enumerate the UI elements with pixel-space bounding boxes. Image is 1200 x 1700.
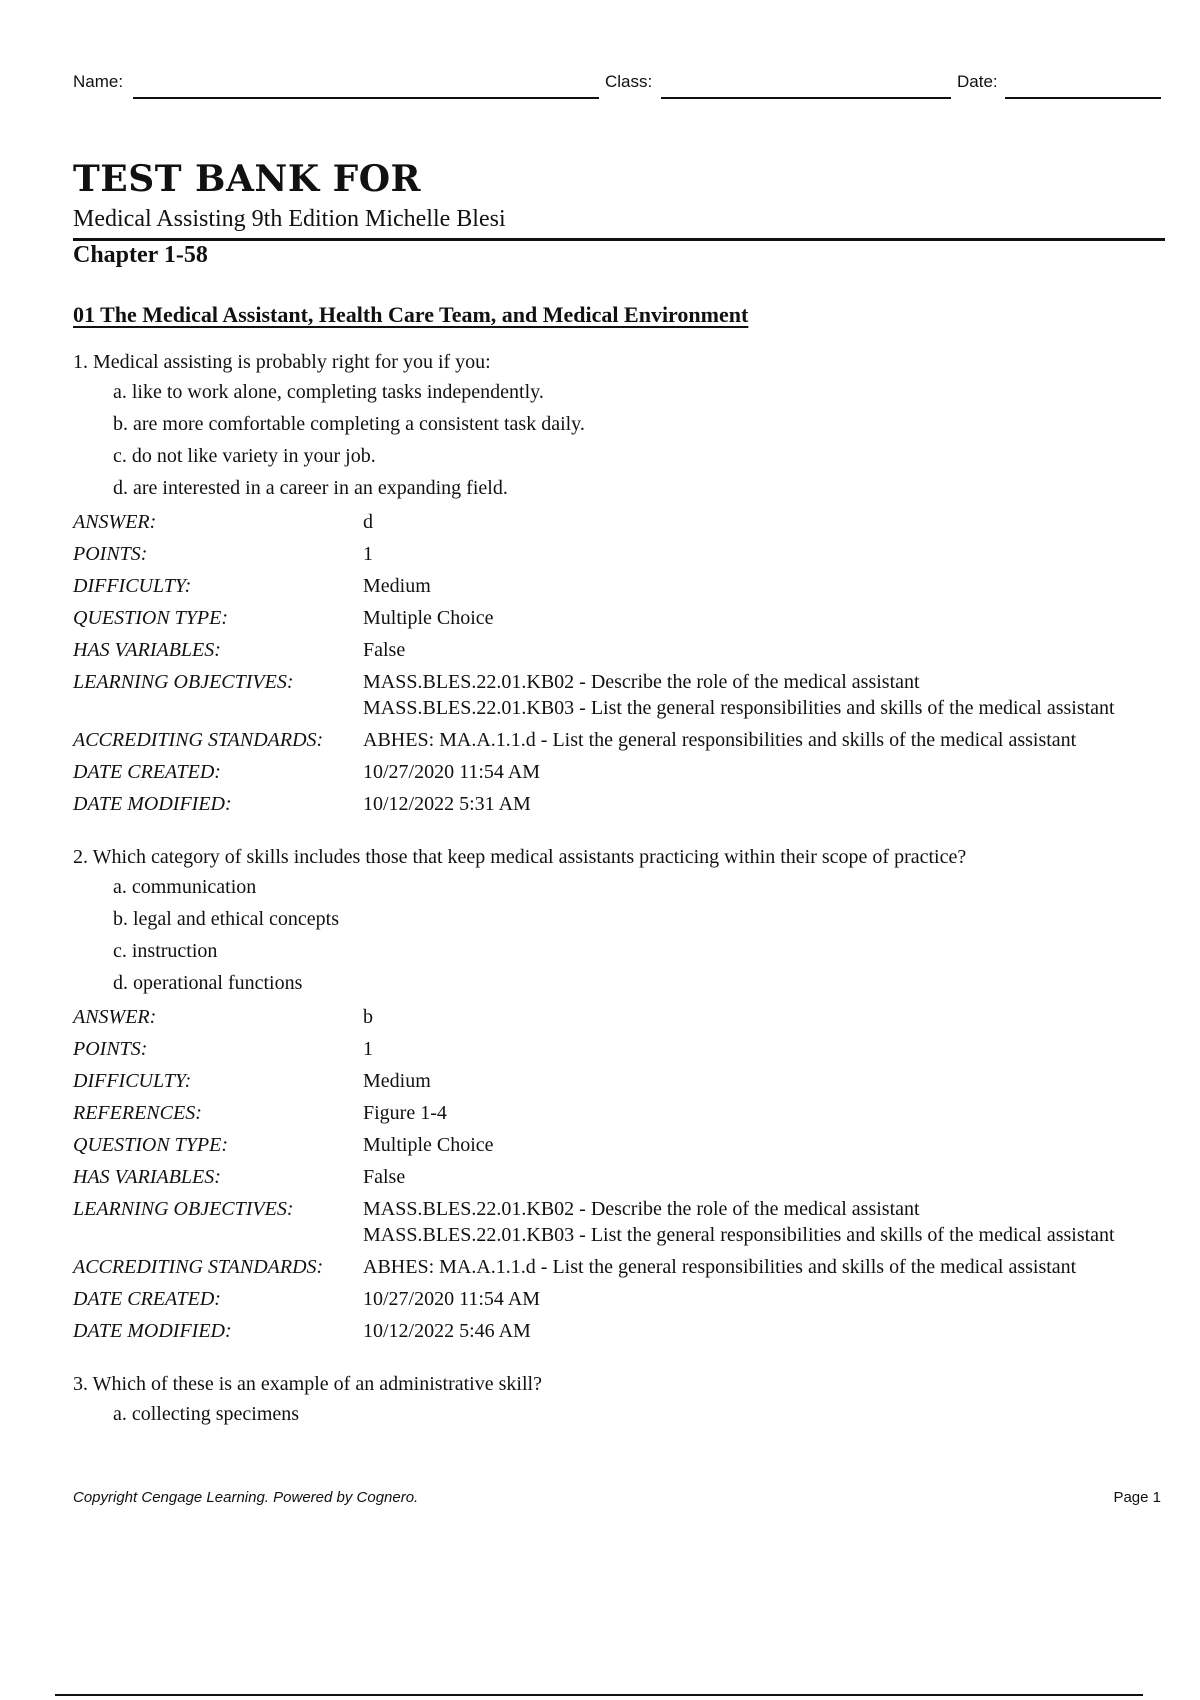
answer-choice: c. do not like variety in your job. xyxy=(113,445,376,467)
metadata-value xyxy=(363,1251,1165,1283)
metadata-row xyxy=(73,1129,1165,1161)
metadata-row xyxy=(73,1001,1165,1033)
answer-choice: b. are more comfortable completing a consistent task daily. xyxy=(113,413,585,435)
metadata-key: ACCREDITING STANDARDS: xyxy=(73,729,324,751)
metadata-value xyxy=(363,538,1165,570)
metadata-row xyxy=(73,1193,1165,1251)
page-footer xyxy=(73,1489,1161,1513)
metadata-key: LEARNING OBJECTIVES: xyxy=(73,671,294,693)
metadata-value xyxy=(363,1161,1165,1193)
metadata-value-line: 10/12/2022 5:46 AM xyxy=(363,1320,531,1342)
metadata-key: DATE MODIFIED: xyxy=(73,1320,232,1342)
metadata-row xyxy=(73,788,1165,820)
metadata-value-line: MASS.BLES.22.01.KB03 - List the general responsibilities and skills of the medical assistant xyxy=(363,697,1115,719)
metadata-row xyxy=(73,1097,1165,1129)
metadata-key: DATE MODIFIED: xyxy=(73,793,232,815)
metadata-value-line: Medium xyxy=(363,575,431,597)
metadata-value-line: MASS.BLES.22.01.KB03 - List the general responsibilities and skills of the medical assistant xyxy=(363,1224,1115,1246)
class-label: Class: xyxy=(605,72,653,91)
answer-choice: d. operational functions xyxy=(113,972,303,994)
metadata-value xyxy=(363,1001,1165,1033)
metadata-key: DIFFICULTY: xyxy=(73,1070,192,1092)
metadata-value-line: Multiple Choice xyxy=(363,607,494,629)
section-title: 01 The Medical Assistant, Health Care Team, and Medical Environment xyxy=(73,302,749,327)
date-label: Date: xyxy=(957,72,998,91)
metadata-key: ANSWER: xyxy=(73,1006,157,1028)
metadata-value xyxy=(363,506,1165,538)
metadata-value xyxy=(363,1129,1165,1161)
metadata-row xyxy=(73,506,1165,538)
metadata-value xyxy=(363,1033,1165,1065)
name-label: Name: xyxy=(73,72,124,91)
document-title: TEST BANK FOR xyxy=(73,158,421,200)
answer-choices xyxy=(113,871,1165,999)
class-field-line[interactable] xyxy=(661,97,951,99)
title-divider xyxy=(73,238,1165,241)
metadata-key: ANSWER: xyxy=(73,511,157,533)
metadata-key: QUESTION TYPE: xyxy=(73,1134,229,1156)
answer-choice: a. like to work alone, completing tasks independently. xyxy=(113,381,544,403)
metadata-value xyxy=(363,602,1165,634)
metadata-value xyxy=(363,570,1165,602)
metadata-value-line: 1 xyxy=(363,543,373,565)
page-number: Page 1 xyxy=(1113,1489,1161,1506)
question-metadata xyxy=(73,1001,1165,1347)
metadata-row xyxy=(73,634,1165,666)
metadata-value-line: d xyxy=(363,511,373,533)
question-stem: 1. Medical assisting is probably right for you if you: xyxy=(73,351,491,373)
document-subtitle: Medical Assisting 9th Edition Michelle Blesi xyxy=(73,206,506,232)
metadata-value xyxy=(363,1193,1165,1251)
question-stem: 2. Which category of skills includes those that keep medical assistants practicing within their scope of practice? xyxy=(73,846,967,868)
answer-choice: d. are interested in a career in an expanding field. xyxy=(113,477,508,499)
metadata-value-line: ABHES: MA.A.1.1.d - List the general responsibilities and skills of the medical assistant xyxy=(363,1256,1077,1278)
answer-choice: b. legal and ethical concepts xyxy=(113,908,340,930)
metadata-row xyxy=(73,724,1165,756)
metadata-value-line: MASS.BLES.22.01.KB02 - Describe the role of the medical assistant xyxy=(363,671,920,693)
metadata-value xyxy=(363,724,1165,756)
question-stem: 3. Which of these is an example of an administrative skill? xyxy=(73,1373,542,1395)
metadata-key: ACCREDITING STANDARDS: xyxy=(73,1256,324,1278)
metadata-row xyxy=(73,756,1165,788)
metadata-value xyxy=(363,1315,1165,1347)
metadata-key: QUESTION TYPE: xyxy=(73,607,229,629)
name-field-line[interactable] xyxy=(133,97,599,99)
answer-choice: a. communication xyxy=(113,876,257,898)
metadata-row xyxy=(73,1315,1165,1347)
metadata-value xyxy=(363,1065,1165,1097)
metadata-row xyxy=(73,538,1165,570)
metadata-key: DIFFICULTY: xyxy=(73,575,192,597)
chapter-heading: Chapter 1-58 xyxy=(73,242,208,268)
metadata-key: POINTS: xyxy=(73,1038,148,1060)
metadata-key: DATE CREATED: xyxy=(73,761,221,783)
metadata-value-line: 1 xyxy=(363,1038,373,1060)
metadata-key: POINTS: xyxy=(73,543,148,565)
question-block xyxy=(73,1370,1165,1430)
metadata-row xyxy=(73,570,1165,602)
metadata-row xyxy=(73,1283,1165,1315)
student-info-header xyxy=(73,70,1161,100)
question-block xyxy=(73,348,1165,820)
answer-choices xyxy=(113,376,1165,504)
metadata-key: DATE CREATED: xyxy=(73,1288,221,1310)
question-metadata xyxy=(73,506,1165,820)
metadata-value xyxy=(363,634,1165,666)
metadata-key: REFERENCES: xyxy=(73,1102,202,1124)
metadata-value-line: Medium xyxy=(363,1070,431,1092)
metadata-value-line: 10/12/2022 5:31 AM xyxy=(363,793,531,815)
question-list xyxy=(73,348,1165,1453)
metadata-row xyxy=(73,1161,1165,1193)
answer-choice: a. collecting specimens xyxy=(113,1403,300,1425)
metadata-value-line: 10/27/2020 11:54 AM xyxy=(363,761,541,783)
metadata-row xyxy=(73,666,1165,724)
metadata-key: LEARNING OBJECTIVES: xyxy=(73,1198,294,1220)
metadata-value-line: MASS.BLES.22.01.KB02 - Describe the role of the medical assistant xyxy=(363,1198,920,1220)
metadata-value-line: b xyxy=(363,1006,373,1028)
metadata-row xyxy=(73,1251,1165,1283)
metadata-row xyxy=(73,1065,1165,1097)
question-block xyxy=(73,843,1165,1347)
metadata-value-line: ABHES: MA.A.1.1.d - List the general responsibilities and skills of the medical assistant xyxy=(363,729,1077,751)
answer-choice: c. instruction xyxy=(113,940,218,962)
metadata-row xyxy=(73,602,1165,634)
metadata-value xyxy=(363,1283,1165,1315)
copyright-notice: Copyright Cengage Learning. Powered by Cognero. xyxy=(73,1489,419,1506)
metadata-value xyxy=(363,756,1165,788)
bottom-divider xyxy=(55,1694,1143,1696)
metadata-value xyxy=(363,1097,1165,1129)
metadata-value-line: False xyxy=(363,1166,406,1188)
metadata-value xyxy=(363,788,1165,820)
metadata-value-line: Multiple Choice xyxy=(363,1134,494,1156)
metadata-key: HAS VARIABLES: xyxy=(73,1166,221,1188)
metadata-value-line: False xyxy=(363,639,406,661)
metadata-row xyxy=(73,1033,1165,1065)
metadata-value-line: Figure 1-4 xyxy=(363,1102,447,1124)
metadata-value-line: 10/27/2020 11:54 AM xyxy=(363,1288,541,1310)
metadata-key: HAS VARIABLES: xyxy=(73,639,221,661)
date-field-line[interactable] xyxy=(1005,97,1161,99)
answer-choices xyxy=(113,1398,1165,1430)
metadata-value xyxy=(363,666,1165,724)
